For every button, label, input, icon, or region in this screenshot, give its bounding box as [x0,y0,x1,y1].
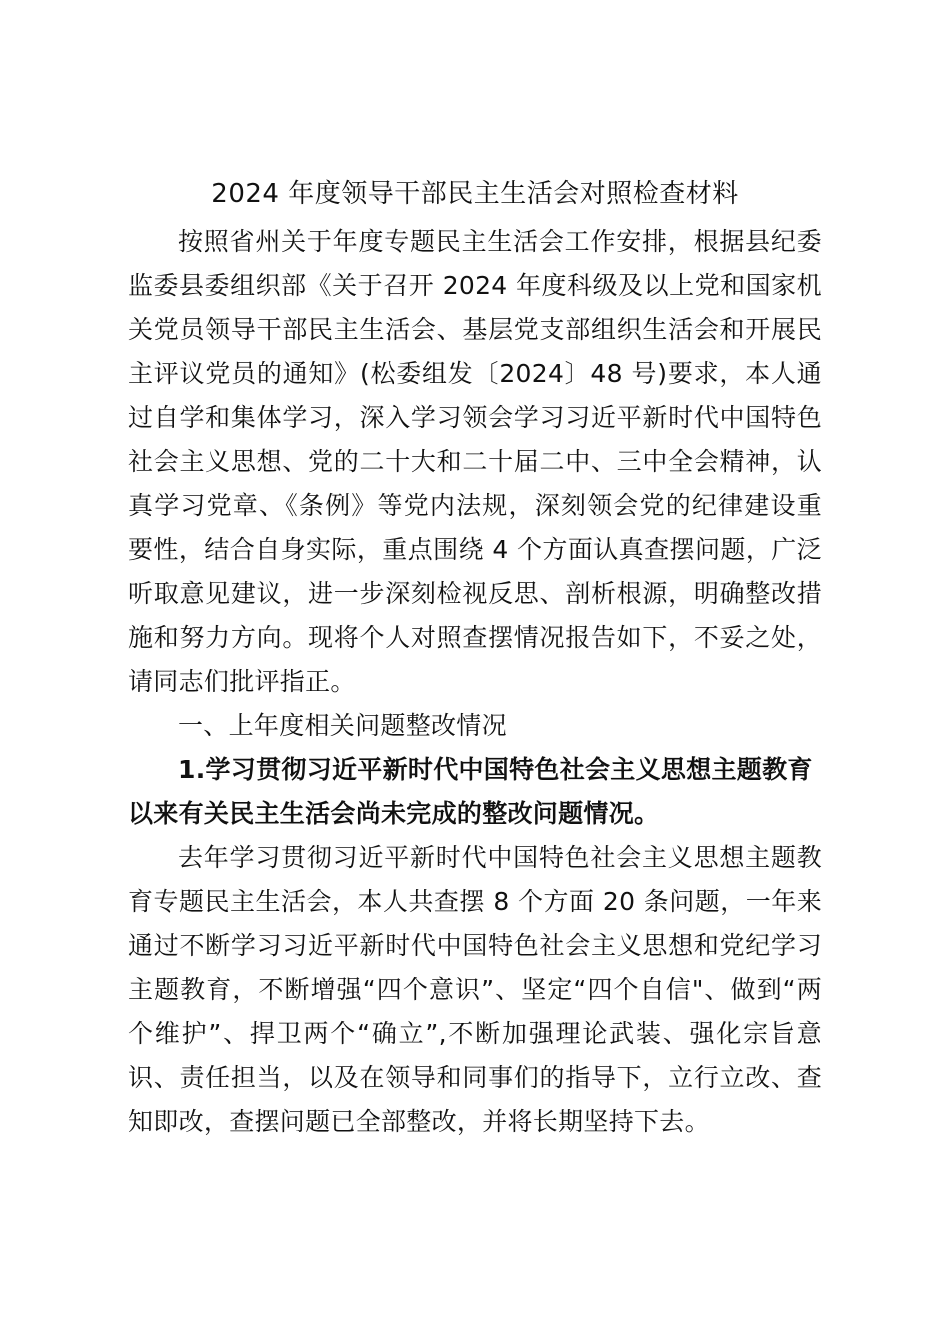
intro-paragraph: 按照省州关于年度专题民主生活会工作安排，根据县纪委监委县委组织部《关于召开 2024 年度科级及以上党和国家机关党员领导干部民主生活会、基层党支部组织生活会和开展民主评议党员的通知》(松委组发〔2024〕48 号)要求，本人通过自学和集体学习，深入学习领会学习习近平新时代中国特色社会主义思想、党的二十大和二十届二中、三中全会精神，认真学习党章、《条例》等党内法规，深刻领会党的纪律建设重要性，结合自身实际，重点围绕 4 个方面认真查摆问题，广泛听取意见建议，进一步深刻检视反思、剖析根源，明确整改措施和努力方向。现将个人对照查摆情况报告如下，不妥之处，请同志们批评指正。 [128,227,822,696]
subsection-heading-1: 1.学习贯彻习近平新时代中国特色社会主义思想主题教育以来有关民主生活会尚未完成的整改问题情况。 [128,755,813,828]
subsection-body-1: 去年学习贯彻习近平新时代中国特色社会主义思想主题教育专题民主生活会，本人共查摆 8 个方面 20 条问题，一年来通过不断学习习近平新时代中国特色社会主义思想和党纪学习主题教育，不断增强“四个意识”、坚定“四个自信"、做到“两个维护”、捍卫两个“确立”,不断加强理论武装、强化宗旨意识、责任担当，以及在领导和同事们的指导下，立行立改、查知即改，查摆问题已全部整改，并将长期坚持下去。 [128,843,822,1136]
document-title: 2024 年度领导干部民主生活会对照检查材料 [211,179,739,209]
section-heading-1: 一、上年度相关问题整改情况 [178,711,507,740]
